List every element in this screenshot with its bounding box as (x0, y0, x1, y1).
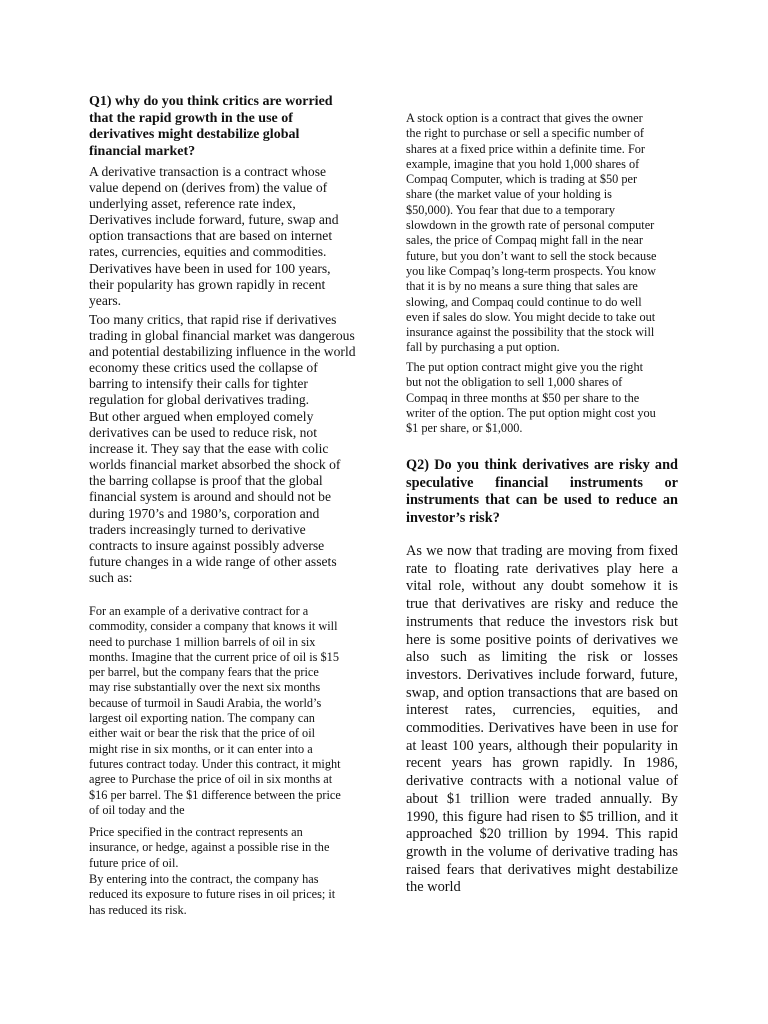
example-paragraph-risk: By entering into the contract, the company has reduced its exposure to future rises in oil prices; it has reduced its risk. (89, 872, 336, 917)
put-option-paragraph: The put option contract might give you the right but not the obligation to sell 1,000 shares of Compaq in three months at $50 per share to the writer of the option. The put option might cost you $1 per share, or $1,000. (406, 360, 656, 436)
q1-heading: Q1) why do you think critics are worried that the rapid growth in the use of derivatives might destabilize global financial market? (89, 94, 333, 159)
q1-paragraph-definition: A derivative transaction is a contract whose value depend on (derives from) the value of underlying asset, reference rate index, Derivatives include forward, future, swap and option transactions that are based on internet rates, currencies, equities and commodities. Derivatives have been in used for 100 years, their popularity has grown rapidly in recent years. (89, 164, 339, 308)
example-paragraph-oil: For an example of a derivative contract for a commodity, consider a company that knows it will need to purchase 1 million barrels of oil in six months. Imagine that the current price of oil is $15 per barrel, but the company fears that the price may rise substantially over the next six months because of turmoil in Saudi Arabia, the world’s largest oil exporting nation. The company can either wait or bear the risk that the price of oil might rise in six months, or it can enter into a futures contract today. Under this contract, it might agree to Purchase the price of oil in six months at $16 per barrel. The $1 difference between the price of oil today and the (89, 604, 341, 817)
q2-heading: Q2) Do you think derivatives are risky and speculative financial instruments or instruments that can be used to reduce an investor’s risk? (406, 457, 678, 526)
example-paragraph-hedge: Price specified in the contract represents an insurance, or hedge, against a possible rise in the future price of oil. (89, 825, 330, 870)
q2-paragraph: As we now that trading are moving from fixed rate to floating rate derivatives play here a vital role, without any doubt somehow it is true that derivatives are risky and reduce the instruments that reduce the investors risk but here is some positive points of derivatives we also such as limiting the risk or losses investors. Derivatives include forward, future, swap, and option transactions that are based on interest rates, currencies, equities, and commodities. Derivatives have been in use for at least 100 years, although their popularity in recent years has grown rapidly. In 1986, derivative contracts with a notional value of about $1 trillion were traded annually. By 1990, this figure had risen to $5 trillion, and it approached $20 trillion by 1994. This rapid growth in the volume of derivative trading has raised fears that derivatives might destabilize the world (406, 543, 678, 896)
q1-paragraph-counterargument: But other argued when employed comely derivatives can be used to reduce risk, not increase it. They say that the ease with colic worlds financial market absorbed the shock of the barring collapse is proof that the global financial system is around and should not be during 1970’s and 1980’s, corporation and traders increasingly turned to derivative contracts to insure against possibly adverse future changes in a wide range of other assets such as: (89, 409, 341, 585)
stock-option-paragraph: A stock option is a contract that gives the owner the right to purchase or sell a specific number of shares at a fixed price within a definite time. For example, imagine that you hold 1,000 shares of Compaq Computer, which is trading at $50 per share (the market value of your holding is $50,000). You fear that due to a temporary slowdown in the growth rate of personal computer sales, the price of Compaq might fall in the near future, but you don’t want to sell the stock because you like Compaq’s long-term prospects. You know that it is by no means a sure thing that sales are slowing, and Compaq could continue to do well even if sales do slow. You might decide to take out insurance against the possibility that the stock will fall by purchasing a put option. (406, 111, 657, 355)
q1-paragraph-critics: Too many critics, that rapid rise if derivatives trading in global financial market was dangerous and potential destabilizing influence in the world economy these critics used the collapse of barring to intensify their calls for tighter regulation for global derivatives trading. (89, 312, 356, 408)
